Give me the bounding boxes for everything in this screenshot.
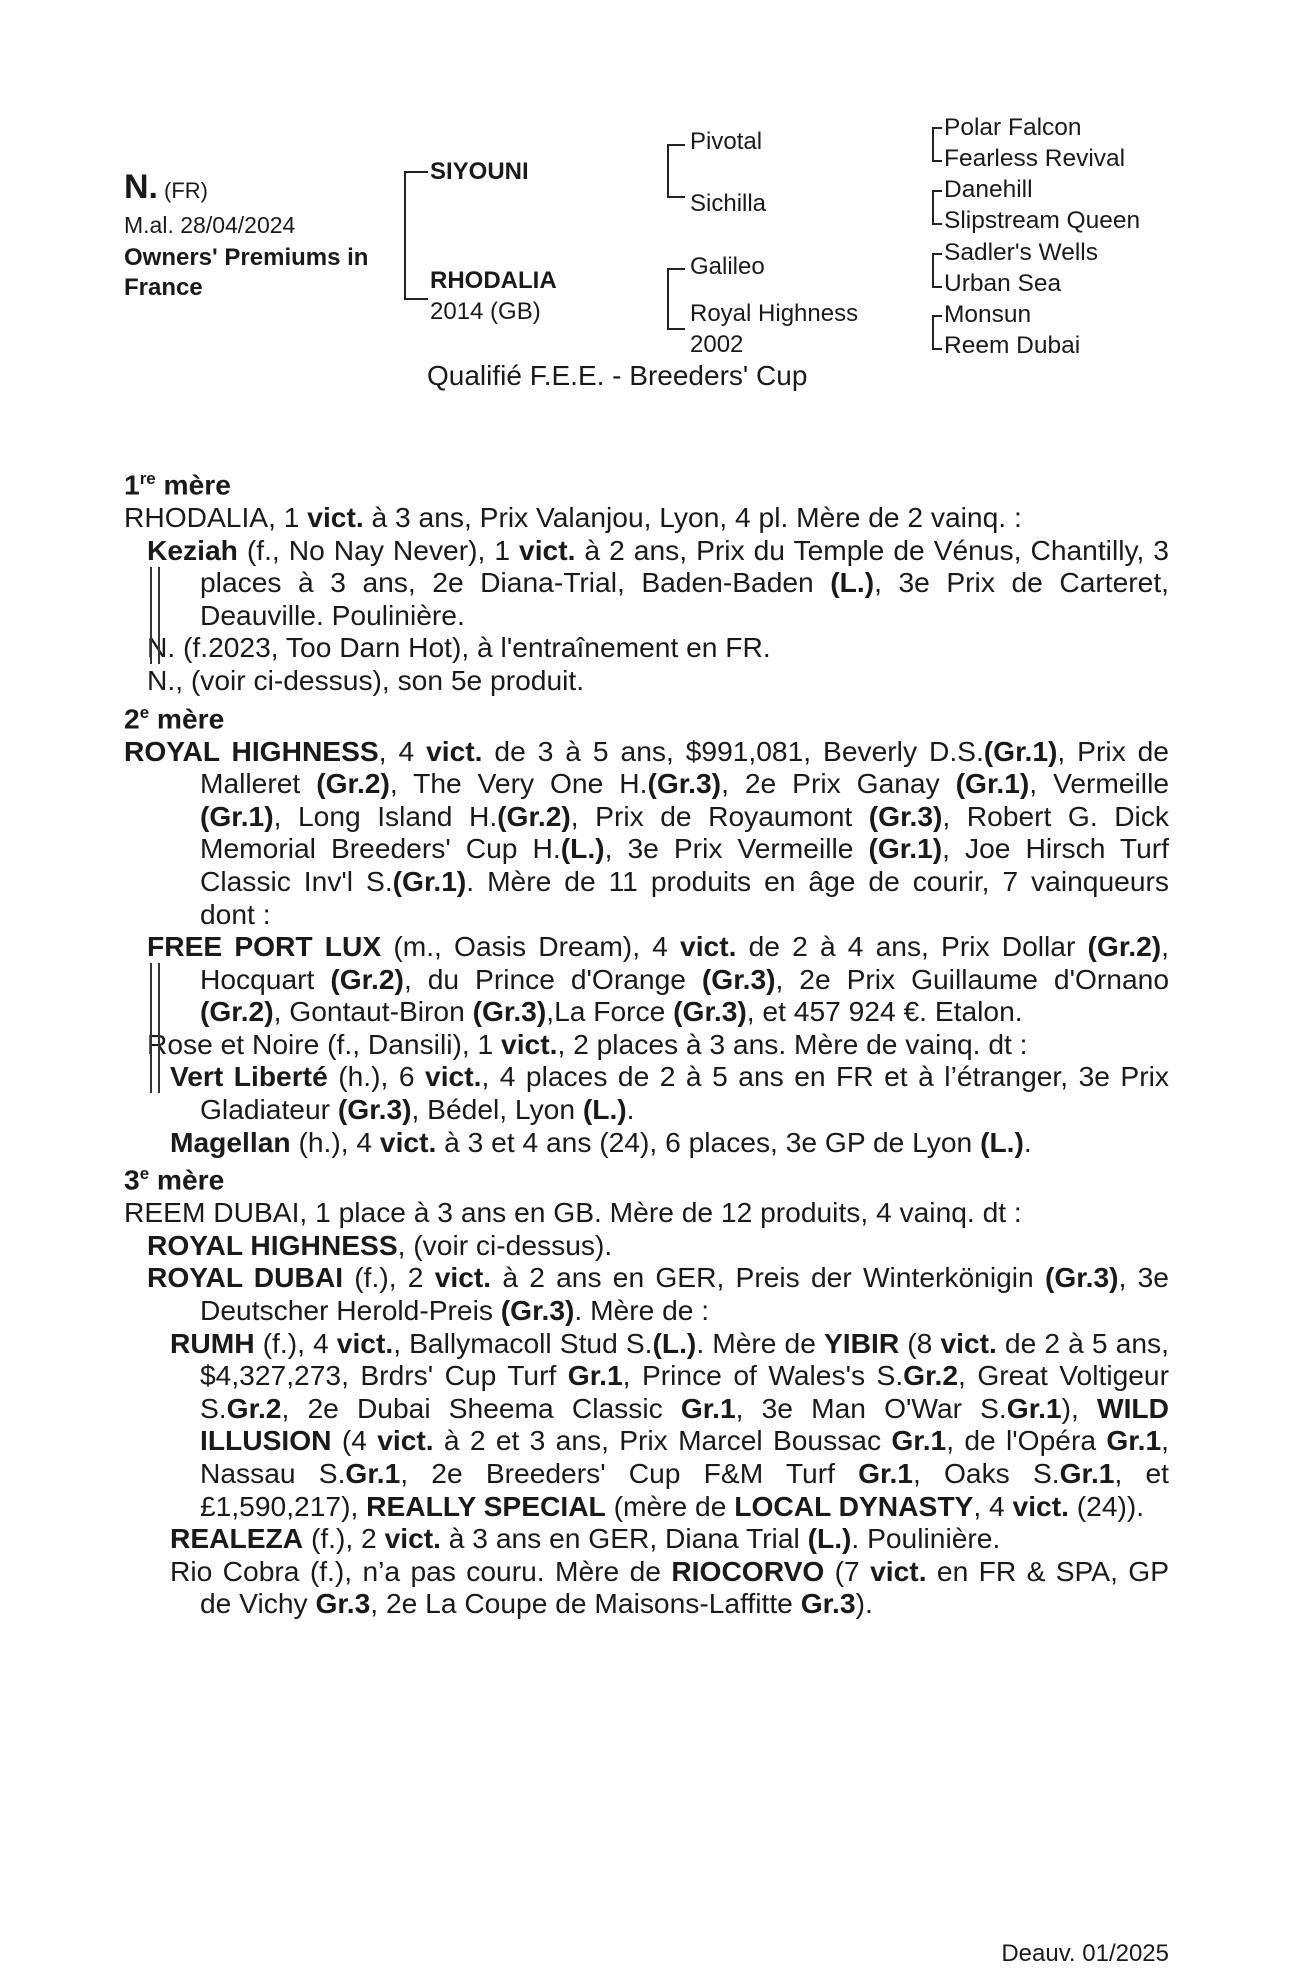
text-run: (4 [331, 1424, 378, 1457]
record-paragraph [124, 1060, 1169, 1125]
text-run: , Prix de Royaumont [570, 799, 869, 832]
record-paragraph [124, 1327, 1169, 1523]
text-run: , (voir ci-dessus). [397, 1228, 613, 1261]
text-run: à 2 ans en GER, Preis der Winterkönigin [491, 1261, 1045, 1294]
emphasized-text: vict. [377, 1424, 434, 1457]
record-paragraph [124, 631, 1169, 664]
text-run: ). [855, 1587, 873, 1620]
text-run: . Poulinière. [851, 1522, 1001, 1555]
text-run: , et 457 924 €. Etalon. [746, 995, 1023, 1028]
emphasized-text: (L.) [980, 1125, 1024, 1158]
horse-country: (FR) [164, 178, 208, 203]
pedigree-bracket-gen3-4 [932, 315, 942, 350]
text-run: , 2e Prix Ganay [721, 767, 956, 800]
pedigree-dam-dam-year: 2002 [690, 331, 744, 358]
emphasized-text: (Gr.2) [1087, 930, 1162, 963]
emphasized-text: (Gr.1) [200, 799, 274, 832]
emphasized-text: (Gr.3) [673, 995, 747, 1028]
emphasized-text: ROYAL DUBAI [147, 1261, 344, 1294]
record-paragraph [124, 1196, 1169, 1229]
text-run: , de l'Opéra [946, 1424, 1107, 1457]
record-paragraph [124, 1555, 1169, 1620]
section-heading-3rd-dam: 3e mère [124, 1163, 225, 1196]
emphasized-text: FREE PORT LUX [147, 930, 382, 963]
pedigree-dam: RHODALIA [430, 267, 557, 294]
emphasized-text: vict. [336, 1326, 394, 1359]
pedigree-gen3-8: Reem Dubai [944, 332, 1081, 359]
pedigree-sire-dam: Sichilla [690, 190, 767, 217]
text-run: , 3e Prix Vermeille [604, 832, 869, 865]
emphasized-text: vict. [1012, 1489, 1069, 1522]
emphasized-text: Magellan [170, 1125, 291, 1158]
continuation-bar [150, 567, 160, 664]
emphasized-text: (Gr.1) [868, 832, 943, 865]
pedigree-dam-sire: Galileo [690, 253, 765, 280]
pedigree-gen3-7: Monsun [944, 301, 1032, 328]
emphasized-text: (Gr.3) [1044, 1261, 1119, 1294]
pedigree-gen3-5: Sadler's Wells [944, 239, 1098, 266]
emphasized-text: (Gr.2) [497, 799, 571, 832]
text-run: (f., No Nay Never), 1 [237, 533, 520, 566]
emphasized-text: REALEZA [170, 1522, 304, 1555]
section-heading-2nd-dam: 2e mère [124, 701, 225, 734]
emphasized-text: vict. [519, 533, 576, 566]
text-run: , du Prince d'Orange [403, 962, 702, 995]
pedigree-bracket-gen3-1 [932, 127, 942, 162]
emphasized-text: YIBIR [824, 1326, 900, 1359]
pedigree-dam-detail: 2014 (GB) [430, 298, 541, 325]
emphasized-text: vict. [426, 734, 483, 767]
horse-name: N. (FR) [124, 168, 208, 206]
emphasized-text: (Gr.1) [983, 734, 1058, 767]
text-run: (m., Oasis Dream), 4 [381, 930, 681, 963]
emphasized-text: vict. [501, 1027, 558, 1060]
emphasized-text: (L.) [560, 832, 605, 865]
pedigree-bracket-gen1 [404, 171, 428, 300]
pedigree-sire-sire: Pivotal [690, 128, 763, 155]
emphasized-text: (L.) [807, 1522, 852, 1555]
emphasized-text: Gr.1 [1006, 1391, 1062, 1424]
text-run: . [1023, 1125, 1032, 1158]
breeders-cup-qualification: Qualifié F.E.E. - Breeders' Cup [427, 360, 808, 391]
emphasized-text: vict. [379, 1125, 437, 1158]
emphasized-text: (Gr.3) [868, 799, 943, 832]
pedigree-bracket-gen2-dam [667, 268, 685, 330]
text-run: , Prix de Malleret [200, 734, 1169, 800]
pedigree-gen3-6: Urban Sea [944, 270, 1062, 297]
emphasized-text: vict. [307, 500, 364, 533]
text-run: (f.), 4 [254, 1326, 337, 1359]
owner-premiums-line1: Owners' Premiums in [124, 244, 369, 271]
pedigree-gen3-1: Polar Falcon [944, 114, 1082, 141]
emphasized-text: vict. [940, 1326, 997, 1359]
text-run: , Hocquart [200, 930, 1169, 995]
pedigree-dam-dam: Royal Highness [690, 300, 859, 327]
footer-sale-reference: Deauv. 01/2025 [1001, 1940, 1169, 1967]
text-run: (mère de [605, 1489, 735, 1522]
text-run: , Bédel, Lyon [411, 1093, 583, 1126]
text-run: . [626, 1093, 635, 1126]
text-run: à 3 ans en GER, Diana Trial [440, 1522, 808, 1555]
text-run: , 4 [973, 1489, 1013, 1522]
text-run: , 2e Dubai Sheema Classic [281, 1391, 681, 1424]
emphasized-text: (Gr.3) [472, 995, 547, 1028]
continuation-bar [150, 963, 160, 1093]
text-run: en FR & SPA, GP de Vichy [200, 1554, 1170, 1620]
text-run: , Long Island H. [273, 799, 498, 832]
pedigree-bracket-gen3-3 [932, 253, 942, 288]
text-run: , Vermeille [1029, 767, 1170, 800]
text-run: REEM DUBAI, 1 place à 3 ans en GB. Mère de 12 produits, 4 vainq. dt : [124, 1196, 1022, 1229]
text-run: , 2e La Coupe de Maisons-Laffitte [370, 1587, 801, 1620]
pedigree-bracket-gen2-sire-b [667, 144, 685, 198]
text-run: , Gontaut-Biron [273, 995, 473, 1028]
text-run: , 3e Prix de Carteret, Deauville. Poulinière. [200, 566, 1170, 631]
emphasized-text: Gr.3 [800, 1587, 856, 1620]
emphasized-text: Gr.2 [903, 1359, 959, 1392]
horse-sex-birthdate: M.al. 28/04/2024 [124, 212, 296, 238]
record-paragraph [124, 501, 1169, 534]
text-run: de 3 à 5 ans, $991,081, Beverly D.S. [482, 734, 984, 767]
pedigree-gen3-4: Slipstream Queen [944, 207, 1141, 234]
emphasized-text: vict. [680, 930, 737, 963]
text-run: , 4 [378, 734, 427, 767]
emphasized-text: (L.) [582, 1093, 627, 1126]
emphasized-text: Keziah [147, 533, 238, 566]
text-run: (f.), 2 [303, 1522, 385, 1555]
emphasized-text: REALLY SPECIAL [366, 1489, 606, 1522]
emphasized-text: vict. [434, 1261, 492, 1294]
text-run: . Mère de [696, 1326, 824, 1359]
text-run: , The Very One H. [389, 767, 648, 800]
text-run: , Nassau S. [200, 1424, 1170, 1489]
text-run: RHODALIA, 1 [124, 500, 308, 533]
text-run: à 2 et 3 ans, Prix Marcel Boussac [433, 1424, 892, 1457]
emphasized-text: vict. [384, 1522, 441, 1555]
text-run: , Robert G. Dick Memorial Breeders' Cup H. [200, 799, 1170, 865]
emphasized-text: Gr.2 [226, 1391, 282, 1424]
emphasized-text: (Gr.2) [330, 962, 404, 995]
text-run: , Joe Hirsch Turf Classic Inv'l S. [200, 832, 1169, 897]
emphasized-text: (Gr.1) [392, 864, 467, 897]
text-run: Rio Cobra (f.), n’a pas couru. Mère de [170, 1554, 672, 1587]
text-run: (7 [824, 1554, 871, 1587]
emphasized-text: ROYAL HIGHNESS [147, 1228, 398, 1261]
emphasized-text: Gr.1 [567, 1359, 623, 1392]
emphasized-text: vict. [870, 1554, 927, 1587]
text-run: , Prince of Wales's S. [622, 1359, 904, 1392]
text-run: , 3e Deutscher Herold-Preis [200, 1261, 1169, 1327]
emphasized-text: Gr.1 [680, 1391, 736, 1424]
text-run: (24)). [1068, 1489, 1145, 1522]
record-paragraph [124, 1229, 1169, 1262]
emphasized-text: ROYAL HIGHNESS [124, 734, 379, 767]
text-run: N. (f.2023, Too Darn Hot), à l'entraînement en FR. [147, 631, 771, 664]
emphasized-text: (L.) [652, 1326, 697, 1359]
text-run: , 2e Prix Guillaume d'Ornano [775, 962, 1169, 995]
emphasized-text: Gr.1 [345, 1456, 401, 1489]
emphasized-text: (Gr.3) [337, 1093, 412, 1126]
emphasized-text: (Gr.2) [316, 767, 390, 800]
emphasized-text: WILD ILLUSION [200, 1391, 1169, 1457]
emphasized-text: Gr.3 [315, 1587, 371, 1620]
emphasized-text: Gr.1 [1106, 1424, 1162, 1457]
text-run: , 2 places à 3 ans. Mère de vainq. dt : [557, 1027, 1028, 1060]
record-paragraph [124, 930, 1169, 1028]
emphasized-text: (Gr.3) [500, 1294, 575, 1327]
text-run: à 3 et 4 ans (24), 6 places, 3e GP de Lyon [436, 1125, 981, 1158]
text-run: ), [1061, 1391, 1097, 1424]
produce-record [124, 463, 1169, 1620]
record-paragraph [124, 534, 1169, 632]
text-run: (f.), 2 [343, 1261, 435, 1294]
emphasized-text: (Gr.1) [955, 767, 1030, 800]
text-run: à 3 ans, Prix Valanjou, Lyon, 4 pl. Mère de 2 vainq. : [363, 500, 1022, 533]
text-run: (h.), 4 [290, 1125, 380, 1158]
text-run: (h.), 6 [327, 1060, 426, 1093]
record-paragraph [124, 735, 1169, 931]
emphasized-text: Gr.1 [1059, 1456, 1115, 1489]
emphasized-text: (Gr.2) [200, 995, 274, 1028]
text-run: ,La Force [546, 995, 674, 1028]
emphasized-text: Gr.1 [891, 1424, 947, 1457]
emphasized-text: vict. [425, 1060, 482, 1093]
text-run: N., (voir ci-dessus), son 5e produit. [147, 663, 585, 696]
owner-premiums-line2: France [124, 274, 203, 301]
emphasized-text: Vert Liberté [170, 1060, 328, 1093]
record-paragraph [124, 1261, 1169, 1326]
text-run: à 2 ans, Prix du Temple de Vénus, Chantilly, 3 places à 3 ans, 2e Diana-Trial, Baden-Baden [200, 533, 1169, 599]
emphasized-text: (Gr.3) [647, 767, 722, 800]
text-run: , Oaks S. [912, 1456, 1060, 1489]
pedigree-gen3-2: Fearless Revival [944, 145, 1126, 172]
text-run: , Ballymacoll Stud S. [393, 1326, 653, 1359]
emphasized-text: RUMH [170, 1326, 255, 1359]
pedigree-bracket-gen3-2 [932, 190, 942, 225]
text-run: , Great Voltigeur S. [200, 1359, 1169, 1424]
text-run: , 2e Breeders' Cup F&M Turf [400, 1456, 859, 1489]
text-run: , 4 places de 2 à 5 ans en FR et à l’étranger, 3e Prix Gladiateur [200, 1060, 1169, 1126]
record-paragraph [124, 1522, 1169, 1555]
text-run: de 2 à 4 ans, Prix Dollar [736, 930, 1088, 963]
pedigree-sire: SIYOUNI [430, 158, 529, 185]
text-run: (8 [899, 1326, 941, 1359]
emphasized-text: (L.) [830, 566, 875, 599]
text-run: de 2 à 5 ans, $4,327,273, Brdrs' Cup Turf [200, 1326, 1169, 1392]
text-run: Rose et Noire (f., Dansili), 1 [147, 1027, 502, 1060]
text-run: , et £1,590,217), [200, 1456, 1169, 1522]
pedigree-gen3-3: Danehill [944, 176, 1033, 203]
emphasized-text: (Gr.3) [701, 962, 776, 995]
record-paragraph [124, 1126, 1169, 1159]
emphasized-text: LOCAL DYNASTY [734, 1489, 974, 1522]
record-paragraph [124, 1028, 1169, 1061]
record-paragraph [124, 664, 1169, 697]
emphasized-text: Gr.1 [858, 1456, 913, 1489]
text-run: , 3e Man O'War S. [735, 1391, 1007, 1424]
section-heading-1st-dam: 1re mère [124, 468, 231, 501]
emphasized-text: RIOCORVO [671, 1554, 825, 1587]
text-run: . Mère de 11 produits en âge de courir, 7 vainqueurs dont : [200, 864, 1169, 930]
text-run: . Mère de : [574, 1294, 710, 1327]
